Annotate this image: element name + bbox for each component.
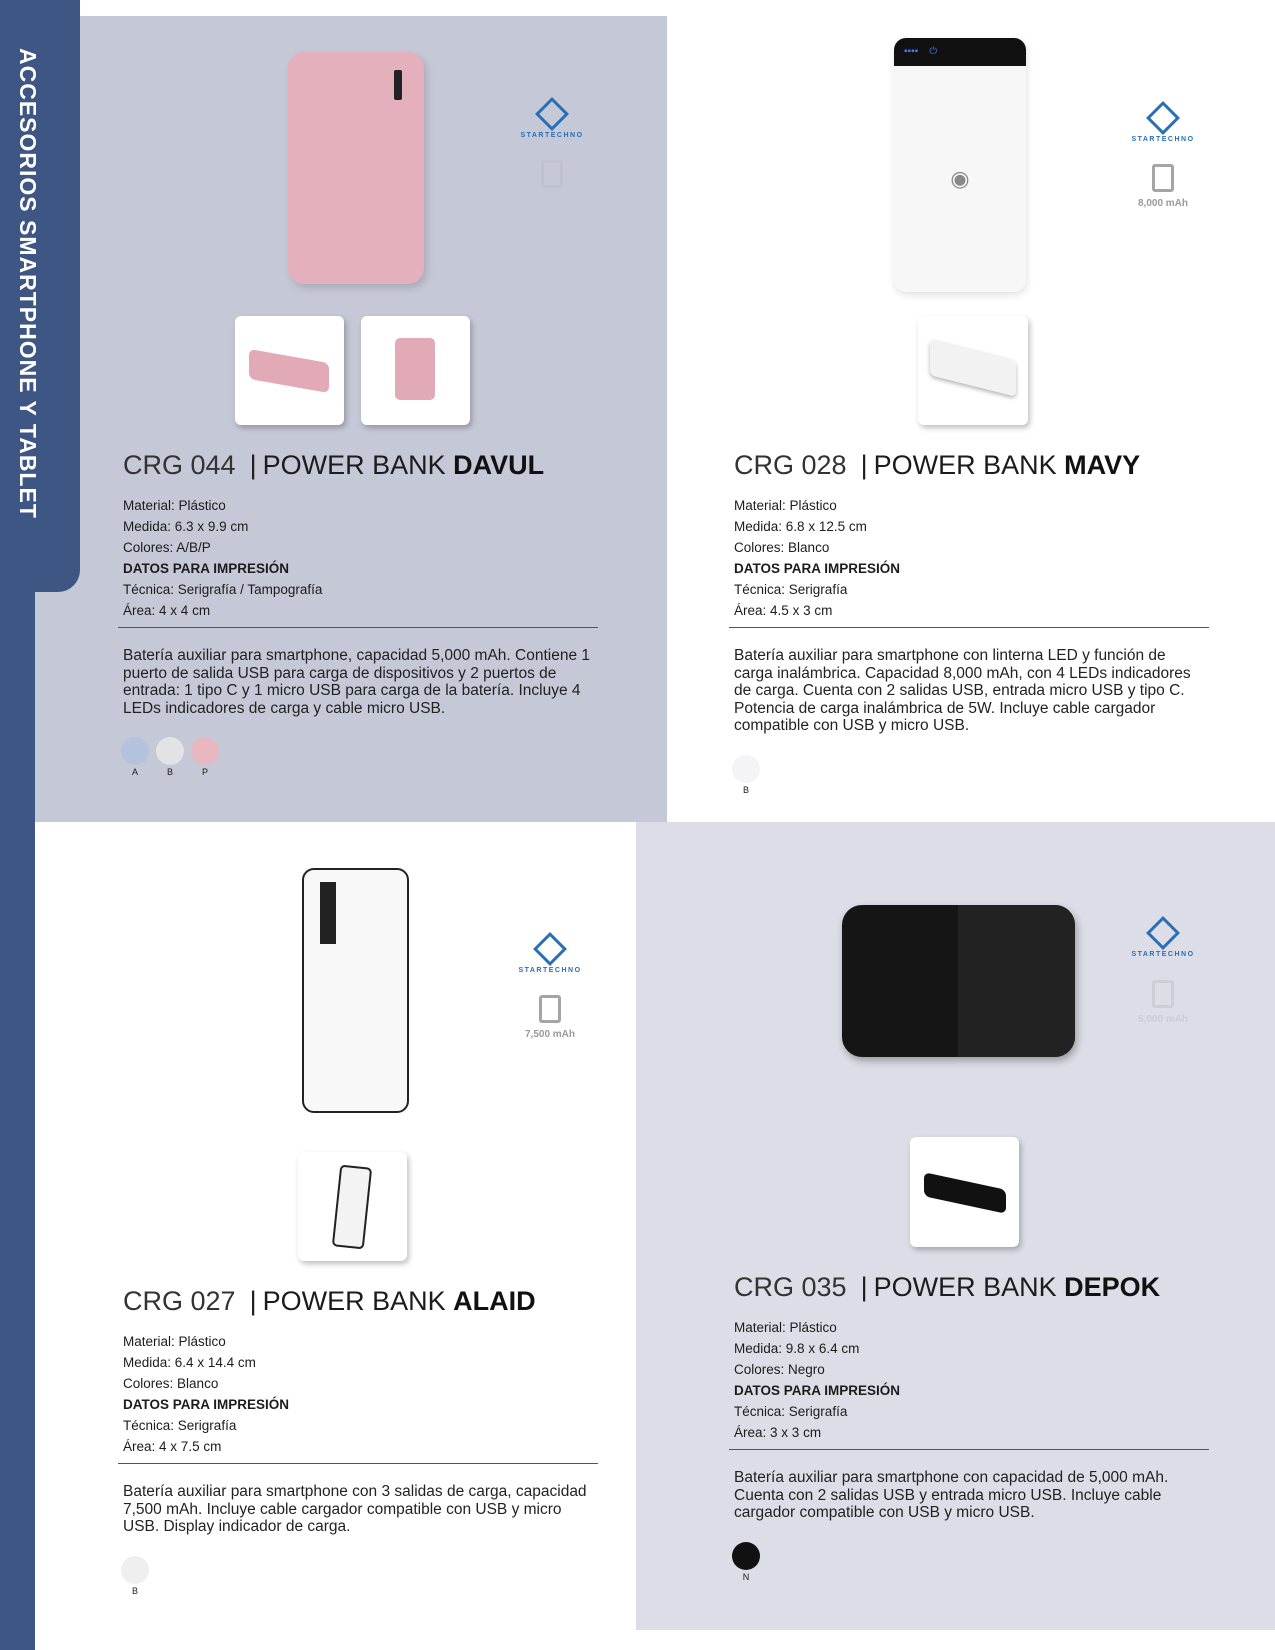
- material-value: Plástico: [789, 498, 837, 513]
- product-specs: Material: Plástico Medida: 6.4 x 14.4 cm Colores: Blanco DATOS PARA IMPRESIÓN Técnica: Serigrafía Área: 4 x 7.5 cm: [123, 1331, 593, 1457]
- material-value: Plástico: [178, 498, 226, 513]
- area-value: 4.5 x 3 cm: [770, 603, 833, 618]
- battery-icon: [541, 160, 563, 188]
- product-block: [123, 450, 593, 797]
- product-name: ALAID: [453, 1286, 536, 1316]
- product-block: [734, 450, 1204, 815]
- divider: [118, 1463, 598, 1464]
- color-swatch-label: B: [742, 784, 749, 795]
- product-specs: Material: Plástico Medida: 6.8 x 12.5 cm Colores: Blanco DATOS PARA IMPRESIÓN Técnica: Serigrafía Área: 4.5 x 3 cm: [734, 495, 1204, 621]
- colors-value: Blanco: [177, 1376, 219, 1391]
- battery-capacity-badge: [517, 160, 587, 194]
- product-type: POWER BANK: [262, 450, 446, 480]
- color-swatch[interactable]: [156, 737, 184, 765]
- thumbnail-davul-side[interactable]: [235, 316, 344, 425]
- product-image-depok: [842, 905, 1075, 1057]
- product-description: Batería auxiliar para smartphone, capacidad 5,000 mAh. Contiene 1 puerto de salida USB para carga de dispositivos y 2 puertos de entrada: 1 tipo C y 1 micro USB para carga de la batería. Incluye 4 LEDs indicadores de carga y cable micro USB.: [123, 647, 591, 717]
- product-type: POWER BANK: [262, 1286, 446, 1316]
- brand-logo: STARTECHNO: [1128, 106, 1198, 143]
- thumbnail-alaid[interactable]: [298, 1152, 407, 1261]
- color-swatch[interactable]: [732, 1542, 760, 1570]
- brand-logo: STARTECHNO: [1128, 921, 1198, 958]
- area-value: 3 x 3 cm: [770, 1425, 822, 1440]
- battery-icon: [1152, 980, 1174, 1008]
- product-name: DEPOK: [1064, 1272, 1161, 1302]
- print-data-heading: DATOS PARA IMPRESIÓN: [734, 1383, 901, 1398]
- product-description: Batería auxiliar para smartphone con 3 salidas de carga, capacidad 7,500 mAh. Incluye cable cargador compatible con USB y micro USB. Display indicador de carga.: [123, 1483, 587, 1535]
- color-swatches: [123, 1556, 593, 1616]
- divider: [118, 627, 598, 628]
- product-block: [123, 1286, 593, 1616]
- area-value: 4 x 4 cm: [159, 603, 211, 618]
- product-description: Batería auxiliar para smartphone con linterna LED y función de carga inalámbrica. Capacidad 8,000 mAh, con 4 LEDs indicadores de carga. Cuenta con 2 salidas USB, entrada micro USB y tipo C. Potencia de carga inalámbrica de 5W. Incluye cable cargador compatible con USB y micro USB.: [734, 647, 1191, 734]
- technique-value: Serigrafía / Tampografía: [177, 582, 323, 597]
- battery-icon: [539, 995, 561, 1023]
- colors-value: Blanco: [788, 540, 830, 555]
- product-specs: Material: Plástico Medida: 6.3 x 9.9 cm Colores: A/B/P DATOS PARA IMPRESIÓN Técnica: Serigrafía / Tampografía Área: 4 x 4 cm: [123, 495, 593, 621]
- color-swatch[interactable]: [191, 737, 219, 765]
- brand-logo: STARTECHNO: [515, 937, 585, 974]
- product-specs: Material: Plástico Medida: 9.8 x 6.4 cm Colores: Negro DATOS PARA IMPRESIÓN Técnica: Serigrafía Área: 3 x 3 cm: [734, 1317, 1204, 1443]
- technique-value: Serigrafía: [788, 1404, 848, 1419]
- battery-icon: [1152, 164, 1174, 192]
- color-swatch[interactable]: [732, 755, 760, 783]
- color-swatch[interactable]: [121, 737, 149, 765]
- size-value: 9.8 x 6.4 cm: [785, 1341, 860, 1356]
- size-value: 6.4 x 14.4 cm: [174, 1355, 256, 1370]
- colors-value: A/B/P: [176, 540, 211, 555]
- battery-capacity-badge: 5,000 mAh: [1128, 980, 1198, 1025]
- product-image-davul: [288, 52, 424, 284]
- product-name: MAVY: [1064, 450, 1141, 480]
- product-name: DAVUL: [453, 450, 545, 480]
- thumbnail-depok[interactable]: [910, 1137, 1019, 1247]
- color-swatch-label: A: [131, 767, 138, 777]
- product-title: CRG 028 | POWER BANK MAVY: [734, 450, 1141, 480]
- color-swatch-label: N: [742, 1571, 750, 1582]
- product-code: CRG 027: [123, 1286, 236, 1316]
- material-value: Plástico: [789, 1320, 837, 1335]
- product-title: CRG 027 | POWER BANK ALAID: [123, 1286, 536, 1316]
- color-swatches: [734, 755, 1204, 815]
- product-title: CRG 035 | POWER BANK DEPOK: [734, 1272, 1161, 1302]
- section-title: ACCESORIOS SMARTPHONE Y TABLET: [15, 48, 41, 519]
- area-value: 4 x 7.5 cm: [159, 1439, 222, 1454]
- thumbnail-davul-front[interactable]: [361, 316, 470, 425]
- size-value: 6.3 x 9.9 cm: [174, 519, 249, 534]
- print-data-heading: DATOS PARA IMPRESIÓN: [734, 561, 901, 576]
- thumbnail-mavy[interactable]: [918, 316, 1028, 425]
- product-title: CRG 044 | POWER BANK DAVUL: [123, 450, 545, 480]
- technique-value: Serigrafía: [788, 582, 848, 597]
- divider: [729, 1449, 1209, 1450]
- product-type: POWER BANK: [873, 1272, 1057, 1302]
- color-swatch[interactable]: [121, 1556, 149, 1584]
- brand-logo: STARTECHNO: [517, 102, 587, 139]
- print-data-heading: DATOS PARA IMPRESIÓN: [123, 561, 290, 576]
- colors-value: Negro: [788, 1362, 825, 1377]
- product-description: Batería auxiliar para smartphone con capacidad de 5,000 mAh. Cuenta con 2 salidas USB y entrada micro USB. Incluye cable cargador compatible con USB y micro USB.: [734, 1469, 1169, 1521]
- product-image-alaid: [302, 868, 409, 1113]
- material-value: Plástico: [178, 1334, 226, 1349]
- technique-value: Serigrafía: [177, 1418, 237, 1433]
- product-code: CRG 044: [123, 450, 236, 480]
- color-swatch-label: B: [131, 1585, 138, 1596]
- battery-capacity-badge: 7,500 mAh: [515, 995, 585, 1040]
- color-swatch-label: P: [201, 767, 208, 777]
- product-block: [734, 1272, 1204, 1602]
- color-swatch-label: B: [166, 767, 173, 777]
- battery-capacity-badge: 8,000 mAh: [1128, 164, 1198, 209]
- product-image-mavy: ▪▪▪▪ ⏻ ◉: [894, 38, 1026, 292]
- divider: [729, 627, 1209, 628]
- product-code: CRG 028: [734, 450, 847, 480]
- color-swatches: [734, 1542, 1204, 1602]
- size-value: 6.8 x 12.5 cm: [785, 519, 867, 534]
- product-code: CRG 035: [734, 1272, 847, 1302]
- product-type: POWER BANK: [873, 450, 1057, 480]
- color-swatches: [123, 737, 593, 797]
- print-data-heading: DATOS PARA IMPRESIÓN: [123, 1397, 290, 1412]
